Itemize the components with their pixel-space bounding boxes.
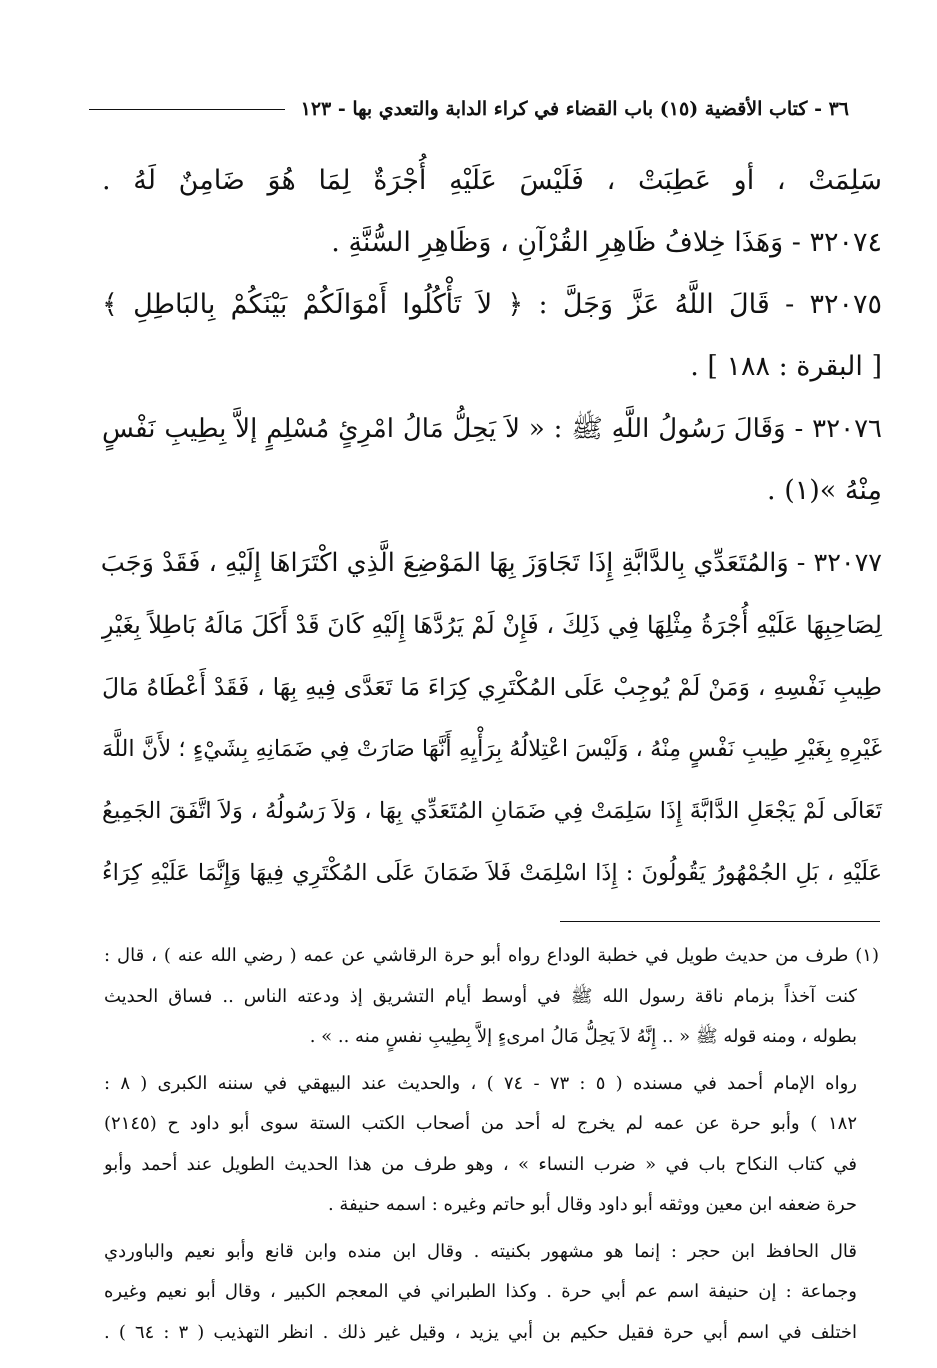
text-line: سَلِمَتْ ، أو عَطِبَتْ ، فَلَيْسَ عَلَيْهِ أُجْرَةٌ لِمَا هُوَ ضَامِنٌ لَهُ . [102, 165, 882, 196]
footnote-line: (١) طرف من حديث طويل في خطبة الوداع رواه أبو حرة الرقاشي عن عمه ( رضي الله عنه ) ، قال : [104, 945, 879, 966]
footnotes [104, 936, 879, 1353]
header-rule [89, 109, 285, 110]
main-text [102, 150, 882, 904]
text-line: ٣٢٠٧٧ - وَالمُتَعَدِّي بِالدَّابَّةِ إِذَا تَجَاوَزَ بِهَا المَوْضِعَ الَّذِي اكْتَرَاهَا إِلَيْهِ ، فَقَدْ وَجَبَ [100, 548, 882, 578]
footnote-line: حرة ضعفه ابن معين ووثقه أبو داود وقال أبو حاتم وغيره : اسمه حنيفة . [327, 1194, 857, 1215]
footnote-line: كنت آخذاً بزمام ناقة رسول الله ﷺ في أوسط أيام التشريق إذ ودعته الناس .. فساق الحديث [104, 985, 857, 1007]
footnote-rule [560, 921, 880, 922]
running-header-text: ٣٦ - كتاب الأقضية (١٥) باب القضاء في كراء الدابة والتعدي بها - ١٢٣ [300, 98, 849, 120]
footnote-line: وجماعة : إن حنيفة اسم عم أبي حرة . وكذا الطبراني في المعجم الكبير ، وقال أبو نعيم وغيره [104, 1281, 857, 1302]
text-line: غَيْرِهِ بِغَيْرِ طِيبِ نَفْسٍ مِنْهُ ، وَلَيْسَ اعْتِلالُهُ بِرَأْيِهِ أَنَّهَا صَارَتْ فِي ضَمَانِهِ بِشَيْءٍ ؛ لأَنَّ اللَّهَ [102, 736, 882, 762]
text-line: ٣٢٠٧٤ - وَهَذَا خِلافُ ظَاهِرِ القُرْآنِ ، وَظَاهِرِ السُّنَّةِ . [331, 227, 882, 258]
text-line: ٣٢٠٧٦ - وَقَالَ رَسُولُ اللَّهِ ﷺ : « لاَ يَحِلُّ مَالُ امْرِئٍ مُسْلِمٍ إلاَّ بِطِيبِ نَفْسٍ [102, 414, 882, 444]
text-line: عَلَيْهِ ، بَلِ الجُمْهُورُ يَقُولُونَ : إِذَا اسْلِمَتْ فَلاَ ضَمَانَ عَلَى المُكْتَرِي فِيهَا وَإِنَّمَا عَلَيْهِ كِرَاءُ [102, 860, 882, 886]
footnote-line: في كتاب النكاح باب في « ضرب النساء » ، وهو طرف من هذا الحديث الطويل عند أحمد وأبو [104, 1153, 857, 1175]
text-line: لِصَاحِبِهَا عَلَيْهِ أُجْرَةُ مِثْلِهَا فِي ذَلِكَ ، فَإِنْ لَمْ يَرُدَّهَا إِلَيْهِ كَانَ قَدْ أَكَلَ مَالَهُ بَاطِلاً بِغَيْرِ [102, 611, 882, 639]
running-header [89, 94, 849, 124]
text-line: مِنْهُ »(١) . [767, 475, 882, 506]
text-line: ٣٢٠٧٥ - قَالَ اللَّهُ عَزَّ وَجَلَّ : ﴿ لاَ تَأْكُلُوا أَمْوَالَكُمْ بَيْنَكُمْ بِالبَاطِلِ ﴾ [102, 289, 882, 320]
footnote-line: اختلف في اسم أبي حرة فقيل حكيم بن أبي يزيد ، وقيل غير ذلك . انظر التهذيب ( ٣ : ٦٤ ) . [104, 1321, 858, 1343]
text-line: تَعَالَى لَمْ يَجْعَلِ الدَّابَّةَ إِذَا سَلِمَتْ فِي ضَمَانِ المُتَعَدِّي بِهَا ، وَلاَ رَسُولُهُ ، وَلاَ اتَّفَقَ الجَمِيعُ [102, 798, 882, 824]
footnote-line: ١٨٢ ) وأبو حرة عن عمه لم يخرج له أحد من أصحاب الكتب الستة سوى أبو داود ح (٢١٤٥) [104, 1113, 857, 1134]
text-line: طِيبِ نَفْسِهِ ، وَمَنْ لَمْ يُوجِبْ عَلَى المُكْتَرِي كِرَاءَ مَا تَعَدَّى فِيهِ بِهَا ، فَقَدْ أَعْطَاهُ مَالَ [102, 673, 882, 701]
footnote-line: رواه الإمام أحمد في مسنده ( ٥ : ٧٣ - ٧٤ ) ، والحديث عند البيهقي في سننه الكبرى ( ٨ : [104, 1072, 857, 1094]
text-line: [ البقرة : ١٨٨ ] . [690, 351, 882, 382]
footnote-line: قال الحافظ ابن حجر : إنما هو مشهور بكنيته . وقال ابن منده وابن قانع وأبو نعيم والباوردي [104, 1240, 857, 1262]
footnote-line: بطوله ، ومنه قوله ﷺ « .. إِنَّهُ لاَ يَحِلُّ مَالُ امرىءٍ إلاَّ بِطِيبِ نفسٍ منه .. » . [309, 1026, 857, 1047]
